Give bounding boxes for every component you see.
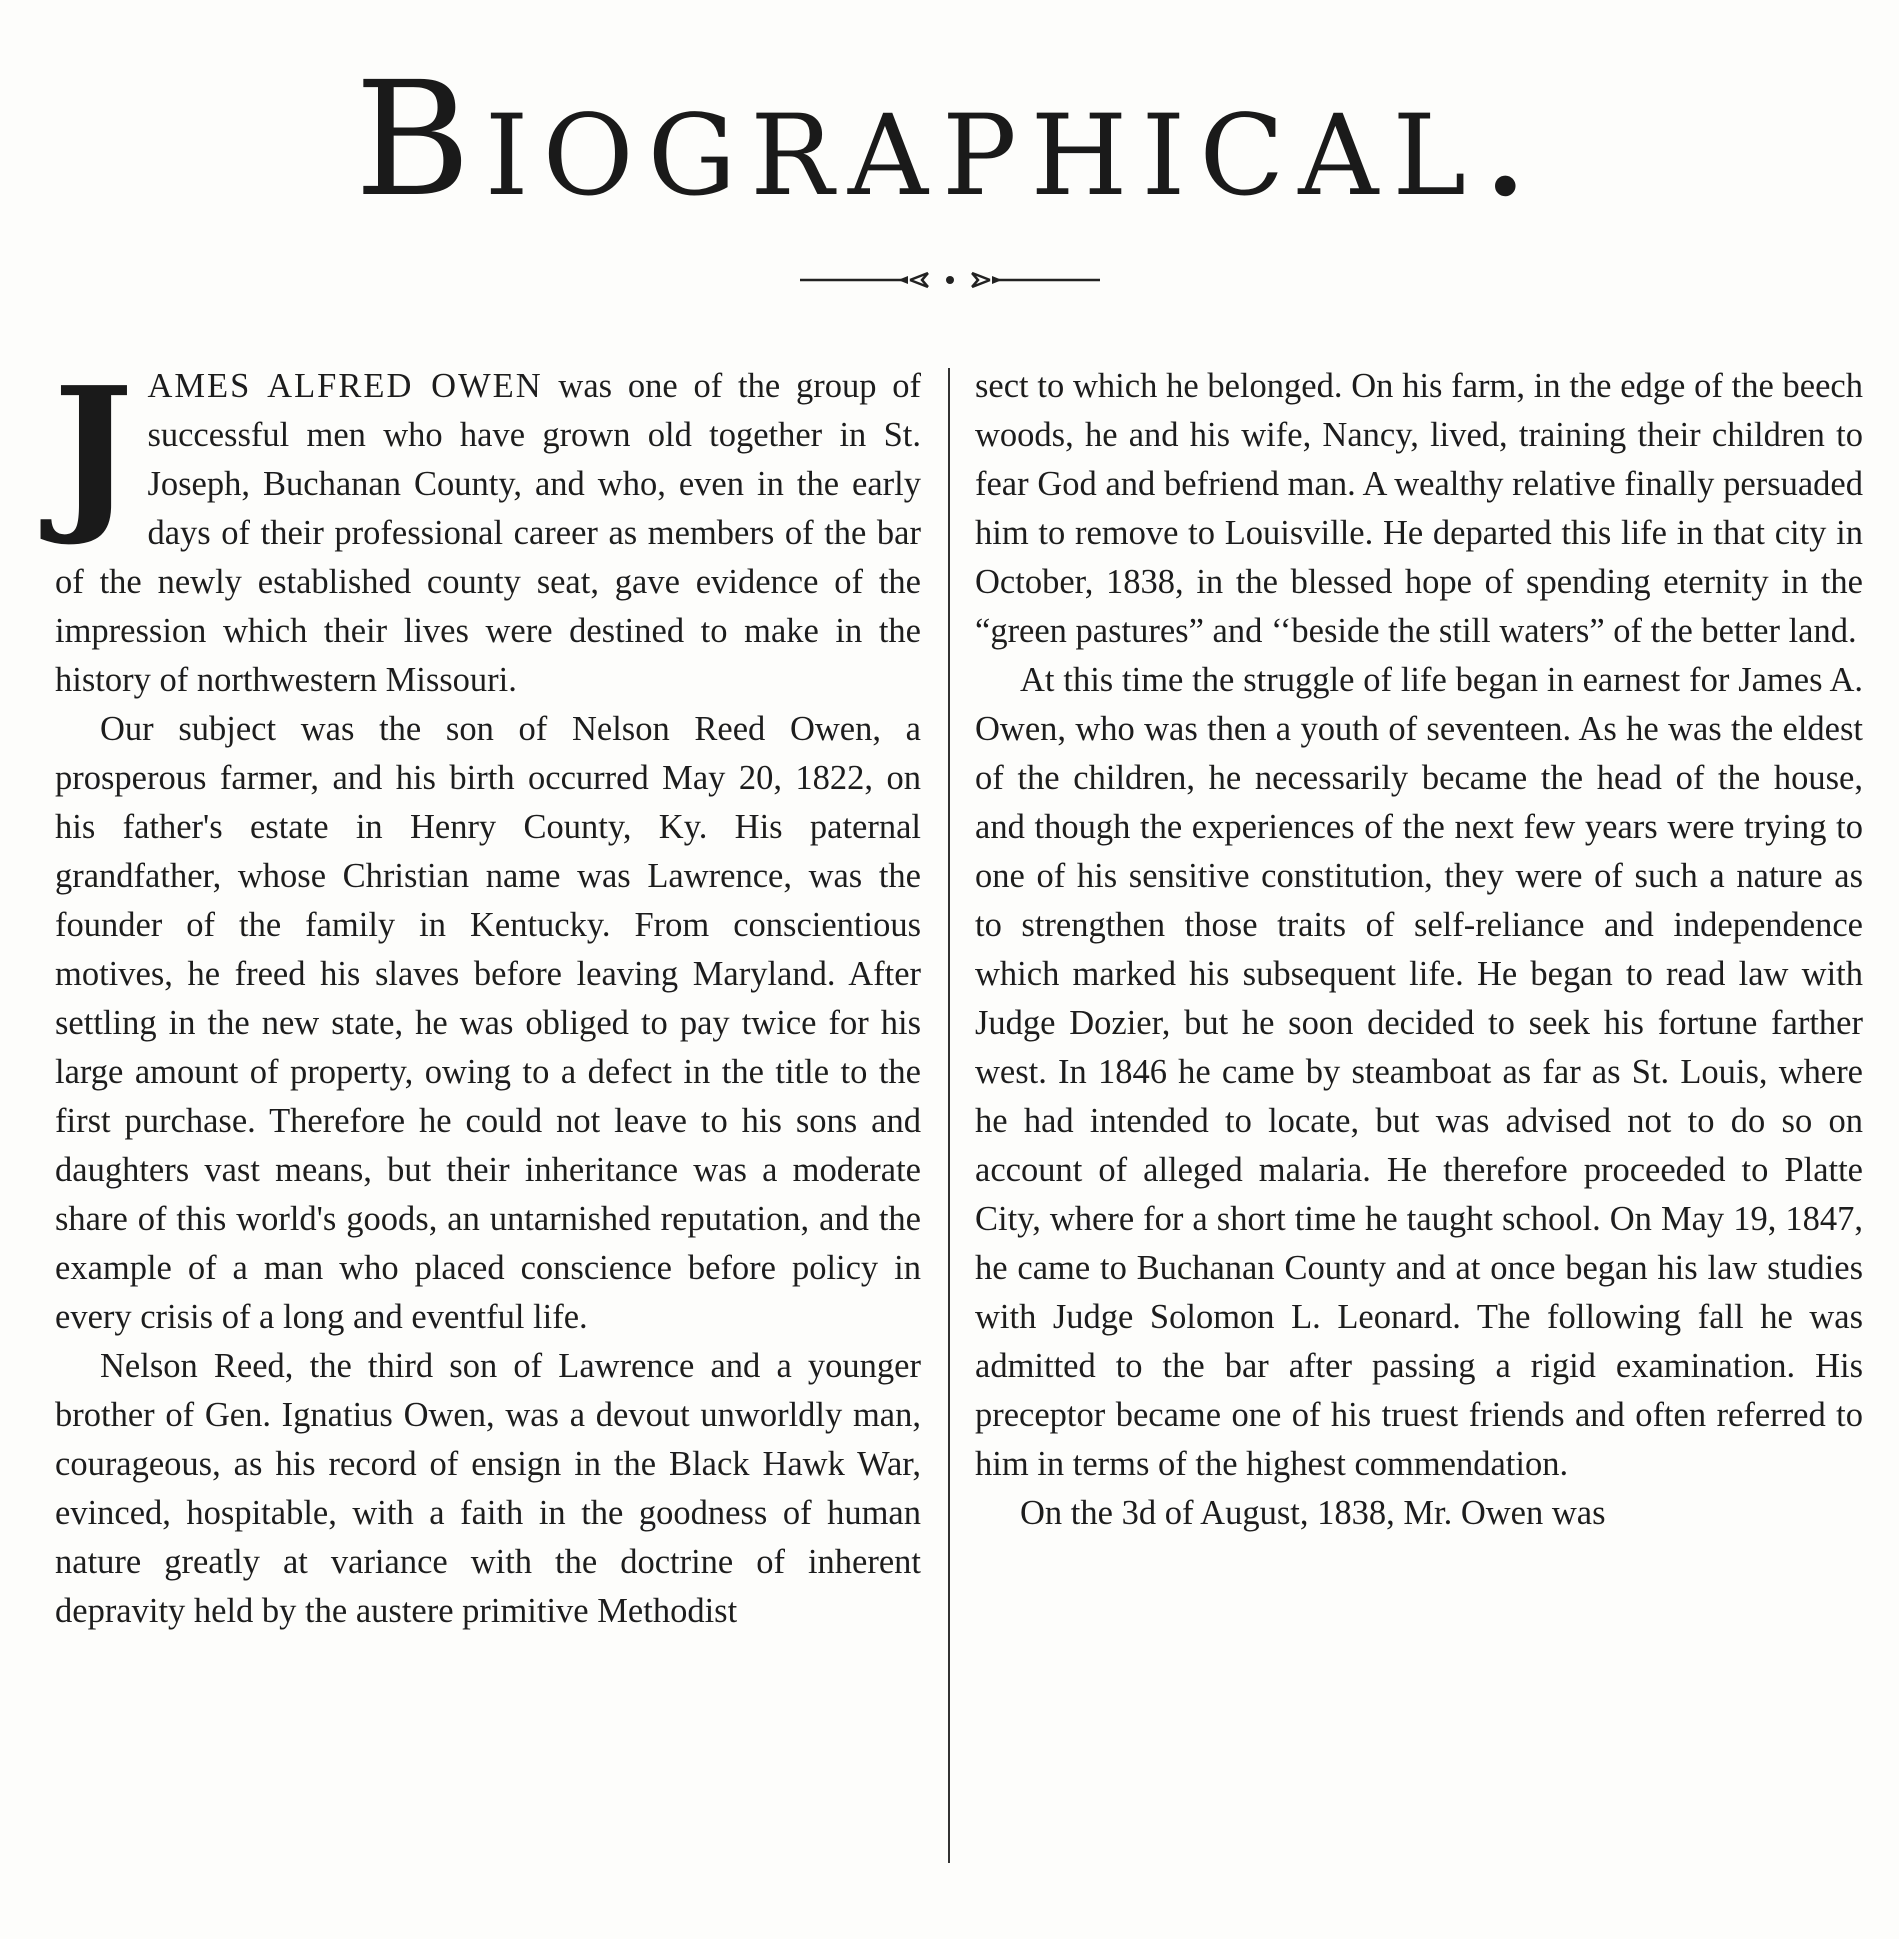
paragraph-text: was one of the group of successful men who have grown old together in St. Joseph, Buchanan County, and who, even in the early days of their professional career as members of the bar of the newly established county seat, gave evidence of the impression which their lives were destined to make in the history of northwestern Missouri. bbox=[55, 367, 921, 699]
drop-cap: J bbox=[53, 350, 134, 550]
page-title: Biographical. bbox=[354, 48, 1545, 232]
paragraph: sect to which he belonged. On his farm, in the edge of the beech woods, he and his wife, Nancy, lived, training their children to fear God and befriend man. A wealthy relative finally persuaded him to remove to Louisville. He departed this life in that city in October, 1838, in the blessed hope of spending eternity in the “green pastures” and ‘‘beside the still waters” of the better land. bbox=[975, 367, 1863, 650]
ornament-divider-icon bbox=[800, 265, 1100, 295]
paragraph bbox=[53, 350, 921, 705]
lead-caps: AMES ALFRED OWEN bbox=[147, 367, 543, 405]
paragraph: Nelson Reed, the third son of Lawrence and a younger brother of Gen. Ignatius Owen, was a devout unworldly man, courageous, as his record of ensign in the Black Hawk War, evinced, hospitable, with a faith in the goodness of human nature greatly at variance with the doctrine of inherent depravity held by the austere primitive Methodist bbox=[55, 1347, 921, 1630]
paragraph: On the 3d of August, 1838, Mr. Owen was bbox=[1020, 1494, 1606, 1532]
paragraph: Our subject was the son of Nelson Reed Owen, a prosperous farmer, and his birth occurred May 20, 1822, on his father's estate in Henry County, Ky. His paternal grandfather, whose Christian name was Lawrence, was the founder of the family in Kentucky. From conscientious motives, he freed his slaves before leaving Maryland. After settling in the new state, he was obliged to pay twice for his large amount of property, owing to a defect in the title to the first purchase. Therefore he could not leave to his sons and daughters vast means, but their inheritance was a moderate share of this world's goods, an untarnished reputation, and the example of a man who placed conscience before policy in every crisis of a long and eventful life. bbox=[55, 710, 921, 1336]
left-column bbox=[53, 350, 921, 1882]
paragraph: At this time the struggle of life began in earnest for James A. Owen, who was then a youth of seventeen. As he was the eldest of the children, he necessarily became the head of the house, and though the experiences of the next few years were trying to one of his sensitive constitution, they were of such a nature as to strengthen those traits of self-reliance and independence which marked his subsequent life. He began to read law with Judge Dozier, but he soon decided to seek his fortune farther west. In 1846 he came by steamboat as far as St. Louis, where he had intended to locate, but was advised not to do so on account of alleged malaria. He therefore proceeded to Platte City, where for a short time he taught school. On May 19, 1847, he came to Buchanan County and at once began his law studies with Judge Solomon L. Leonard. The following fall he was admitted to the bar after passing a rigid examination. His preceptor became one of his truest friends and often referred to him in terms of the highest commendation. bbox=[975, 661, 1863, 1483]
column-divider bbox=[948, 368, 950, 1863]
right-column bbox=[975, 362, 1863, 1882]
